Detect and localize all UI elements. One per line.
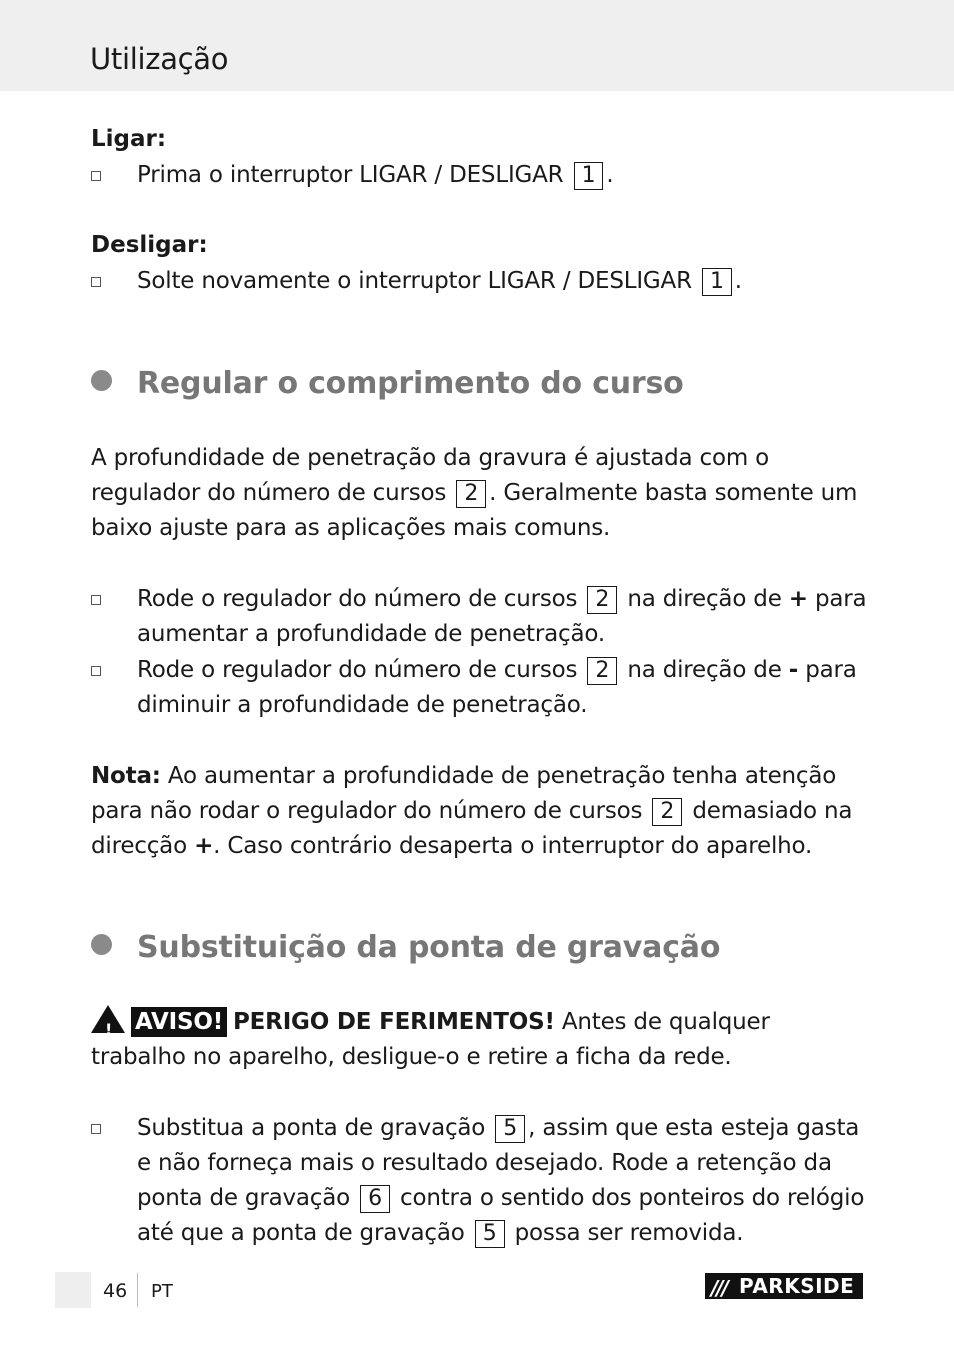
bullet-square-icon [91, 277, 101, 287]
section-heading-tip-replacement: Substituição da ponta de gravação [91, 930, 720, 965]
ref-number: 2 [587, 586, 617, 614]
bullet-square-icon [91, 595, 101, 605]
ref-number: 2 [456, 480, 486, 508]
ref-number: 2 [652, 798, 682, 826]
section-heading-stroke: Regular o comprimento do curso [91, 366, 684, 401]
ref-number: 5 [495, 1115, 525, 1143]
bullet-square-icon [91, 171, 101, 181]
footer-divider [137, 1273, 138, 1307]
ligar-text: Prima o interruptor LIGAR / DESLIGAR 1 . [137, 162, 614, 188]
ref-number: 1 [702, 268, 732, 296]
plus-sign: + [194, 833, 214, 859]
ligar-label: Ligar: [91, 126, 167, 152]
desligar-text: Solte novamente o interruptor LIGAR / DESLIGAR 1 . [137, 268, 742, 294]
warning-triangle-icon: ! [91, 1005, 125, 1033]
parkside-logo [705, 1273, 863, 1299]
heading-bullet-icon [91, 370, 112, 391]
page-number: 46 [103, 1280, 128, 1302]
ref-number: 5 [475, 1220, 505, 1248]
heading-bullet-icon [91, 934, 112, 955]
plus-sign: + [788, 586, 808, 612]
page-title: Utilização [90, 42, 229, 76]
section1-note: Nota: Ao aumentar a profundidade de penetração tenha atenção para não rodar o regulador do número de cursos 2 demasiado na direcção +. Caso contrário desaperta o interruptor do aparelho. [91, 763, 853, 859]
bullet-square-icon [91, 1124, 101, 1134]
minus-sign: - [788, 657, 799, 683]
aviso-badge: AVISO! [131, 1007, 227, 1037]
danger-label: PERIGO DE FERIMENTOS! [233, 1009, 555, 1035]
section2-warning: ! AVISO! PERIGO DE FERIMENTOS! Antes de qualquer trabalho no aparelho, desligue-o e retire a ficha da rede. [91, 1005, 871, 1075]
page-header [0, 0, 954, 91]
footer-marker [55, 1272, 91, 1308]
section1-intro: A profundidade de penetração da gravura é ajustada com o regulador do número de cursos 2 . Geralmente basta somente um baixo ajuste para as aplicações mais comuns. [91, 445, 858, 541]
desligar-label: Desligar: [91, 232, 208, 258]
language-code: PT [151, 1281, 173, 1302]
ref-number: 1 [574, 162, 604, 190]
logo-text: PARKSIDE [739, 1274, 855, 1298]
logo-stripes-icon: /// [711, 1276, 727, 1300]
ref-number: 6 [360, 1185, 390, 1213]
bullet-square-icon [91, 666, 101, 676]
note-label: Nota: [91, 763, 161, 789]
ref-number: 2 [587, 657, 617, 685]
